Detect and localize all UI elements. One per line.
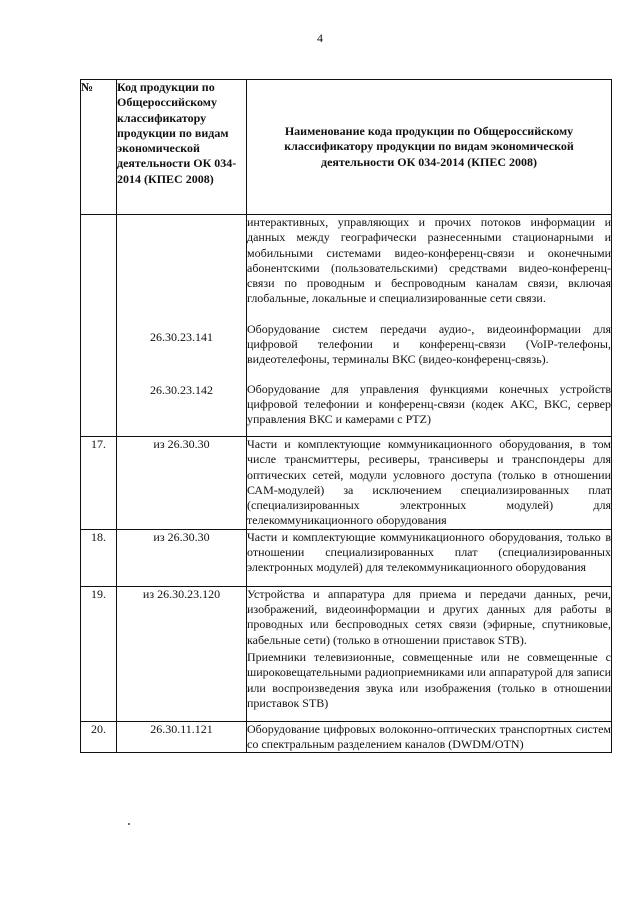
row-paragraph: Оборудование цифровых волоконно-оптических транспортных систем со спектральным разделением каналов (DWDM/OTN): [247, 721, 611, 752]
row-paragraph: Оборудование для управления функциями конечных устройств цифровой телефонии и конференц-связи (кодек АКС, ВКС, сервер управления ВКС и камерами с PTZ): [247, 381, 611, 427]
product-code-table: [80, 79, 612, 753]
row-paragraph: Устройства и аппаратура для приема и передачи данных, речи, изображений, видеоинформации и других данных для работы в проводных или беспроводных сетях связи (эфирные, спутниковые, кабельные сети) (только в отношении приставок STB).: [247, 586, 611, 647]
table-row: [81, 586, 612, 721]
row-number: [81, 215, 117, 437]
table-row: [81, 215, 612, 437]
table-row: [81, 437, 612, 530]
scan-speck: [128, 823, 130, 825]
row-paragraph: интерактивных, управляющих и прочих потоков информации и данных между географически разнесенными стационарными и мобильными системами видео-конференц-связи и оконечными абонентскими (пользовательскими) средствами видео-конференц-связи по проводным и беспроводным каналам связи, включая глобальные, локальные и специализированные сети связи.: [247, 215, 611, 306]
row-paragraph: Оборудование систем передачи аудио-, видеоинформации для цифровой телефонии и конференц-связи (VoIP-телефоны, видеотелефоны, терминалы ВКС (видео-конференц-связь).: [247, 321, 611, 367]
row-name-cell: [247, 586, 612, 721]
row-code: 26.30.23.141: [150, 330, 213, 344]
row-paragraph: Приемники телевизионные, совмещенные или не совмещенные с широковещательными радиоприемниками или аппаратурой для записи или воспроизведения звука или изображения (только в отношении приставок STB): [247, 649, 611, 710]
row-paragraph: Части и комплектующие коммуникационного оборудования, только в отношении специализированных плат (специализированных электронных модулей) для телекоммуникационного оборудования: [247, 529, 611, 575]
table-row: [81, 529, 612, 586]
row-name-cell: [247, 215, 612, 437]
row-code: 26.30.11.121: [117, 721, 247, 753]
header-number: №: [81, 80, 117, 215]
row-name-cell: [247, 437, 612, 530]
row-number: 19.: [81, 586, 117, 721]
header-name: Наименование кода продукции по Общероссийскому классификатору продукции по видам экономической деятельности ОК 034-2014 (КПЕС 2008): [247, 80, 612, 215]
row-code: из 26.30.23.120: [117, 586, 247, 721]
table-row: [81, 721, 612, 753]
row-paragraph: Части и комплектующие коммуникационного оборудования, в том числе трансмиттеры, ресиверы, трансиверы и транспондеры для оптических сетей, модули условного доступа (только в отношении САМ-модулей) за исключением специализированных плат (специализированных электронных модулей) для телекоммуникационного оборудования: [247, 437, 611, 528]
page-number: 4: [317, 31, 323, 45]
row-number: 18.: [81, 529, 117, 586]
row-code: из 26.30.30: [117, 437, 247, 530]
row-code-cell: [117, 215, 247, 437]
row-code: из 26.30.30: [117, 529, 247, 586]
table-header-row: [81, 80, 612, 215]
row-number: 17.: [81, 437, 117, 530]
row-name-cell: [247, 721, 612, 753]
header-code: Код продукции по Общероссийскому классификатору продукции по видам экономической деятельности ОК 034-2014 (КПЕС 2008): [117, 80, 247, 215]
row-code: 26.30.23.142: [150, 383, 213, 398]
row-number: 20.: [81, 721, 117, 753]
row-name-cell: [247, 529, 612, 586]
